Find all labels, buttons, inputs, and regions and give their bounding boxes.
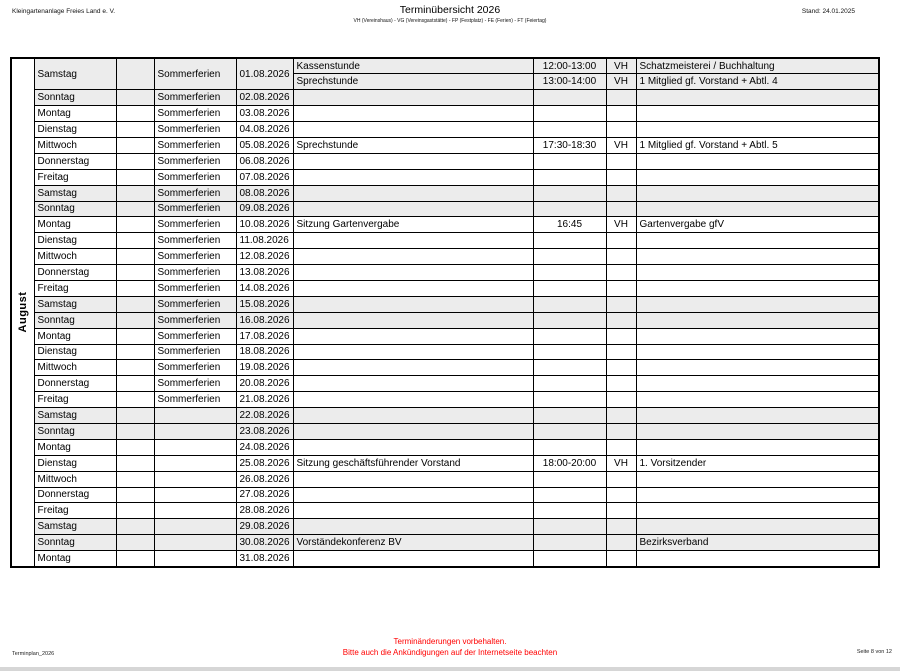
legend-subtitle: VH (Vereinshaus) - VG (Vereinsgaststätte) - FP (Festplatz) - FE (Ferien) - FT (Feiertag) <box>353 18 547 24</box>
day-cell: Donnerstag <box>34 376 116 392</box>
day-cell: Dienstag <box>34 344 116 360</box>
date-cell: 22.08.2026 <box>236 408 293 424</box>
event-cell <box>293 376 533 392</box>
holiday-cell <box>116 328 154 344</box>
table-row <box>11 551 879 567</box>
date-cell: 15.08.2026 <box>236 296 293 312</box>
holiday-cell <box>116 249 154 265</box>
ferien-cell: Sommerferien <box>154 296 236 312</box>
footer-notice <box>0 636 900 658</box>
day-cell: Sonntag <box>34 201 116 217</box>
holiday-cell <box>116 423 154 439</box>
day-cell: Donnerstag <box>34 265 116 281</box>
loc-cell <box>606 312 636 328</box>
loc-cell <box>606 344 636 360</box>
time-cell <box>533 328 606 344</box>
loc-cell: VH <box>606 217 636 233</box>
table-row <box>11 455 879 471</box>
loc-cell <box>606 360 636 376</box>
loc-cell <box>606 439 636 455</box>
ferien-cell: Sommerferien <box>154 137 236 153</box>
ferien-cell <box>154 487 236 503</box>
ferien-cell: Sommerferien <box>154 280 236 296</box>
holiday-cell <box>116 344 154 360</box>
loc-cell <box>606 233 636 249</box>
date-cell: 19.08.2026 <box>236 360 293 376</box>
ferien-cell: Sommerferien <box>154 312 236 328</box>
table-row <box>11 217 879 233</box>
ferien-cell: Sommerferien <box>154 249 236 265</box>
who-cell <box>636 471 879 487</box>
date-cell: 29.08.2026 <box>236 519 293 535</box>
date-cell: 26.08.2026 <box>236 471 293 487</box>
holiday-cell <box>116 106 154 122</box>
ferien-cell: Sommerferien <box>154 233 236 249</box>
table-row <box>11 392 879 408</box>
holiday-cell <box>116 265 154 281</box>
event-cell <box>293 106 533 122</box>
table-row <box>11 439 879 455</box>
ferien-cell <box>154 551 236 567</box>
page-header-center <box>0 4 900 24</box>
event-cell <box>293 249 533 265</box>
loc-cell <box>606 487 636 503</box>
ferien-cell: Sommerferien <box>154 90 236 106</box>
time-cell <box>533 535 606 551</box>
ferien-cell <box>154 455 236 471</box>
holiday-cell <box>116 169 154 185</box>
event-cell <box>293 90 533 106</box>
day-cell: Mittwoch <box>34 360 116 376</box>
who-cell <box>636 90 879 106</box>
day-cell: Mittwoch <box>34 137 116 153</box>
ferien-cell <box>154 503 236 519</box>
who-cell <box>636 201 879 217</box>
who-cell <box>636 392 879 408</box>
time-cell <box>533 312 606 328</box>
holiday-cell <box>116 233 154 249</box>
who-cell <box>636 265 879 281</box>
who-cell <box>636 551 879 567</box>
date-cell: 20.08.2026 <box>236 376 293 392</box>
revision-date: Stand: 24.01.2025 <box>801 8 855 15</box>
table-row <box>11 153 879 169</box>
time-cell <box>533 503 606 519</box>
loc-cell: VH <box>606 137 636 153</box>
loc-cell <box>606 423 636 439</box>
who-cell: Bezirksverband <box>636 535 879 551</box>
table-row <box>11 106 879 122</box>
day-cell: Mittwoch <box>34 249 116 265</box>
who-cell <box>636 519 879 535</box>
date-cell: 03.08.2026 <box>236 106 293 122</box>
day-cell: Samstag <box>34 519 116 535</box>
holiday-cell <box>116 535 154 551</box>
day-cell: Samstag <box>34 296 116 312</box>
date-cell: 09.08.2026 <box>236 201 293 217</box>
table-row <box>11 169 879 185</box>
date-cell: 24.08.2026 <box>236 439 293 455</box>
date-cell: 21.08.2026 <box>236 392 293 408</box>
holiday-cell <box>116 185 154 201</box>
who-cell <box>636 487 879 503</box>
time-cell <box>533 551 606 567</box>
day-cell: Samstag <box>34 185 116 201</box>
event-cell <box>293 408 533 424</box>
holiday-cell <box>116 471 154 487</box>
date-cell: 17.08.2026 <box>236 328 293 344</box>
event-cell <box>293 296 533 312</box>
day-cell: Freitag <box>34 169 116 185</box>
who-cell: 1 Mitglied gf. Vorstand + Abtl. 4 <box>636 74 879 90</box>
time-cell <box>533 296 606 312</box>
holiday-cell <box>116 122 154 138</box>
day-cell: Dienstag <box>34 122 116 138</box>
date-cell: 31.08.2026 <box>236 551 293 567</box>
holiday-cell <box>116 137 154 153</box>
date-cell: 12.08.2026 <box>236 249 293 265</box>
date-cell: 28.08.2026 <box>236 503 293 519</box>
who-cell: Gartenvergabe gfV <box>636 217 879 233</box>
date-cell: 23.08.2026 <box>236 423 293 439</box>
loc-cell <box>606 408 636 424</box>
event-cell <box>293 344 533 360</box>
day-cell: Dienstag <box>34 455 116 471</box>
day-cell: Donnerstag <box>34 487 116 503</box>
day-cell: Mittwoch <box>34 471 116 487</box>
table-row <box>11 519 879 535</box>
who-cell <box>636 503 879 519</box>
table-row <box>11 233 879 249</box>
holiday-cell <box>116 296 154 312</box>
table-row <box>11 280 879 296</box>
event-cell <box>293 312 533 328</box>
event-cell <box>293 122 533 138</box>
table-row <box>11 296 879 312</box>
ferien-cell <box>154 423 236 439</box>
date-cell: 08.08.2026 <box>236 185 293 201</box>
ferien-cell: Sommerferien <box>154 328 236 344</box>
table-row <box>11 471 879 487</box>
who-cell <box>636 344 879 360</box>
date-cell: 01.08.2026 <box>236 58 293 90</box>
event-cell <box>293 423 533 439</box>
event-cell <box>293 280 533 296</box>
event-cell <box>293 265 533 281</box>
time-cell: 16:45 <box>533 217 606 233</box>
page-number: Seite 8 von 12 <box>856 649 892 655</box>
document-filename: Terminplan_2026 <box>12 651 55 657</box>
holiday-cell <box>116 392 154 408</box>
day-cell: Sonntag <box>34 535 116 551</box>
loc-cell <box>606 535 636 551</box>
who-cell: 1. Vorsitzender <box>636 455 879 471</box>
loc-cell <box>606 106 636 122</box>
time-cell <box>533 519 606 535</box>
time-cell <box>533 201 606 217</box>
schedule-table <box>10 57 880 568</box>
month-label: August <box>16 291 29 333</box>
loc-cell: VH <box>606 455 636 471</box>
date-cell: 30.08.2026 <box>236 535 293 551</box>
event-cell <box>293 471 533 487</box>
time-cell <box>533 360 606 376</box>
day-cell: Freitag <box>34 280 116 296</box>
ferien-cell: Sommerferien <box>154 344 236 360</box>
day-cell: Montag <box>34 551 116 567</box>
loc-cell <box>606 519 636 535</box>
time-cell: 17:30-18:30 <box>533 137 606 153</box>
table-row <box>11 201 879 217</box>
loc-cell <box>606 185 636 201</box>
table-row <box>11 503 879 519</box>
table-row <box>11 328 879 344</box>
table-row <box>11 185 879 201</box>
loc-cell <box>606 169 636 185</box>
page-edge-shadow <box>0 667 900 671</box>
month-cell <box>11 58 34 567</box>
time-cell <box>533 280 606 296</box>
holiday-cell <box>116 153 154 169</box>
holiday-cell <box>116 201 154 217</box>
loc-cell <box>606 249 636 265</box>
time-cell <box>533 439 606 455</box>
day-cell: Samstag <box>34 58 116 90</box>
loc-cell <box>606 376 636 392</box>
table-row <box>11 137 879 153</box>
table-row <box>11 535 879 551</box>
event-cell <box>293 360 533 376</box>
event-cell: Sitzung Gartenvergabe <box>293 217 533 233</box>
loc-cell: VH <box>606 58 636 74</box>
ferien-cell: Sommerferien <box>154 169 236 185</box>
who-cell <box>636 328 879 344</box>
who-cell <box>636 185 879 201</box>
who-cell: 1 Mitglied gf. Vorstand + Abtl. 5 <box>636 137 879 153</box>
loc-cell <box>606 122 636 138</box>
table-row <box>11 423 879 439</box>
time-cell <box>533 487 606 503</box>
holiday-cell <box>116 376 154 392</box>
ferien-cell: Sommerferien <box>154 153 236 169</box>
time-cell <box>533 122 606 138</box>
date-cell: 25.08.2026 <box>236 455 293 471</box>
who-cell <box>636 233 879 249</box>
holiday-cell <box>116 551 154 567</box>
ferien-cell: Sommerferien <box>154 360 236 376</box>
event-cell <box>293 153 533 169</box>
ferien-cell <box>154 471 236 487</box>
loc-cell <box>606 265 636 281</box>
event-cell <box>293 439 533 455</box>
time-cell: 18:00-20:00 <box>533 455 606 471</box>
day-cell: Dienstag <box>34 233 116 249</box>
time-cell <box>533 185 606 201</box>
who-cell: Schatzmeisterei / Buchhaltung <box>636 58 879 74</box>
holiday-cell <box>116 360 154 376</box>
holiday-cell <box>116 217 154 233</box>
day-cell: Sonntag <box>34 312 116 328</box>
loc-cell <box>606 392 636 408</box>
loc-cell <box>606 471 636 487</box>
date-cell: 02.08.2026 <box>236 90 293 106</box>
table-row <box>11 312 879 328</box>
event-cell <box>293 201 533 217</box>
time-cell <box>533 344 606 360</box>
ferien-cell <box>154 519 236 535</box>
holiday-cell <box>116 90 154 106</box>
table-row <box>11 360 879 376</box>
who-cell <box>636 122 879 138</box>
who-cell <box>636 280 879 296</box>
day-cell: Montag <box>34 439 116 455</box>
day-cell: Montag <box>34 328 116 344</box>
who-cell <box>636 249 879 265</box>
time-cell <box>533 153 606 169</box>
date-cell: 14.08.2026 <box>236 280 293 296</box>
table-row <box>11 90 879 106</box>
event-cell <box>293 328 533 344</box>
loc-cell <box>606 280 636 296</box>
time-cell <box>533 376 606 392</box>
who-cell <box>636 296 879 312</box>
loc-cell <box>606 328 636 344</box>
ferien-cell: Sommerferien <box>154 122 236 138</box>
page-title: Terminübersicht 2026 <box>399 4 501 16</box>
ferien-cell: Sommerferien <box>154 201 236 217</box>
event-cell <box>293 392 533 408</box>
holiday-cell <box>116 58 154 90</box>
time-cell <box>533 265 606 281</box>
time-cell <box>533 408 606 424</box>
day-cell: Sonntag <box>34 423 116 439</box>
holiday-cell <box>116 312 154 328</box>
ferien-cell: Sommerferien <box>154 106 236 122</box>
holiday-cell <box>116 439 154 455</box>
date-cell: 06.08.2026 <box>236 153 293 169</box>
event-cell: Kassenstunde <box>293 58 533 74</box>
time-cell: 13:00-14:00 <box>533 74 606 90</box>
table-row <box>11 376 879 392</box>
loc-cell: VH <box>606 74 636 90</box>
ferien-cell: Sommerferien <box>154 376 236 392</box>
who-cell <box>636 439 879 455</box>
day-cell: Freitag <box>34 503 116 519</box>
date-cell: 11.08.2026 <box>236 233 293 249</box>
loc-cell <box>606 153 636 169</box>
loc-cell <box>606 90 636 106</box>
table-row <box>11 249 879 265</box>
ferien-cell <box>154 408 236 424</box>
event-cell <box>293 233 533 249</box>
loc-cell <box>606 296 636 312</box>
event-cell <box>293 169 533 185</box>
who-cell <box>636 360 879 376</box>
table-row <box>11 265 879 281</box>
ferien-cell: Sommerferien <box>154 392 236 408</box>
time-cell <box>533 106 606 122</box>
date-cell: 04.08.2026 <box>236 122 293 138</box>
time-cell <box>533 471 606 487</box>
event-cell: Vorständekonferenz BV <box>293 535 533 551</box>
who-cell <box>636 106 879 122</box>
schedule-body <box>11 58 879 567</box>
time-cell <box>533 392 606 408</box>
date-cell: 18.08.2026 <box>236 344 293 360</box>
holiday-cell <box>116 503 154 519</box>
time-cell <box>533 90 606 106</box>
date-cell: 07.08.2026 <box>236 169 293 185</box>
event-cell <box>293 185 533 201</box>
time-cell <box>533 423 606 439</box>
event-cell: Sprechstunde <box>293 74 533 90</box>
table-row <box>11 122 879 138</box>
day-cell: Donnerstag <box>34 153 116 169</box>
event-cell <box>293 551 533 567</box>
day-cell: Montag <box>34 106 116 122</box>
who-cell <box>636 408 879 424</box>
table-row <box>11 344 879 360</box>
time-cell <box>533 249 606 265</box>
day-cell: Samstag <box>34 408 116 424</box>
organization-name: Kleingartenanlage Freies Land e. V. <box>12 8 116 15</box>
event-cell: Sprechstunde <box>293 137 533 153</box>
holiday-cell <box>116 455 154 471</box>
loc-cell <box>606 201 636 217</box>
who-cell <box>636 423 879 439</box>
event-cell: Sitzung geschäftsführender Vorstand <box>293 455 533 471</box>
holiday-cell <box>116 408 154 424</box>
table-row <box>11 487 879 503</box>
date-cell: 05.08.2026 <box>236 137 293 153</box>
holiday-cell <box>116 280 154 296</box>
who-cell <box>636 312 879 328</box>
ferien-cell: Sommerferien <box>154 58 236 90</box>
time-cell: 12:00-13:00 <box>533 58 606 74</box>
ferien-cell <box>154 439 236 455</box>
time-cell <box>533 233 606 249</box>
date-cell: 13.08.2026 <box>236 265 293 281</box>
date-cell: 16.08.2026 <box>236 312 293 328</box>
time-cell <box>533 169 606 185</box>
table-row <box>11 58 879 74</box>
event-cell <box>293 487 533 503</box>
footer-notice-line2: Bitte auch die Ankündigungen auf der Internetseite beachten <box>342 648 558 657</box>
day-cell: Freitag <box>34 392 116 408</box>
date-cell: 10.08.2026 <box>236 217 293 233</box>
day-cell: Montag <box>34 217 116 233</box>
who-cell <box>636 169 879 185</box>
table-row <box>11 408 879 424</box>
who-cell <box>636 376 879 392</box>
event-cell <box>293 519 533 535</box>
date-cell: 27.08.2026 <box>236 487 293 503</box>
who-cell <box>636 153 879 169</box>
ferien-cell: Sommerferien <box>154 265 236 281</box>
loc-cell <box>606 503 636 519</box>
ferien-cell: Sommerferien <box>154 217 236 233</box>
ferien-cell <box>154 535 236 551</box>
holiday-cell <box>116 519 154 535</box>
loc-cell <box>606 551 636 567</box>
day-cell: Sonntag <box>34 90 116 106</box>
event-cell <box>293 503 533 519</box>
footer-notice-line1: Terminänderungen vorbehalten. <box>393 637 507 646</box>
holiday-cell <box>116 487 154 503</box>
ferien-cell: Sommerferien <box>154 185 236 201</box>
